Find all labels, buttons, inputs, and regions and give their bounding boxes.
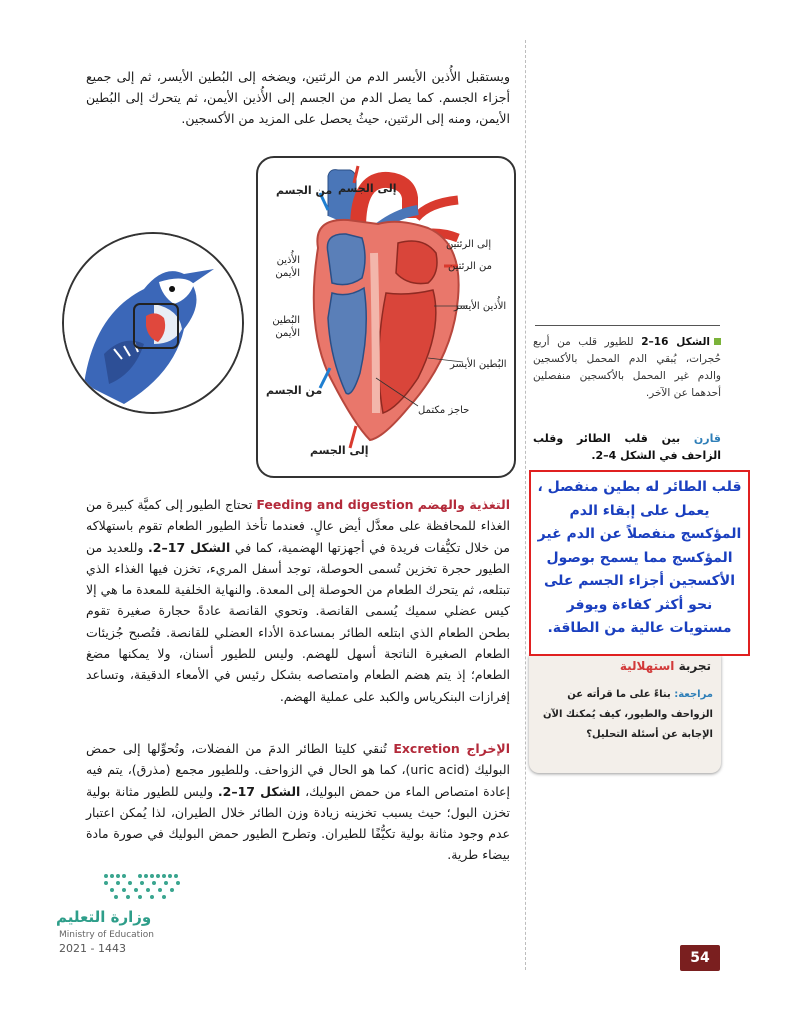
- label-septum: حاجز مكتمل: [418, 405, 470, 416]
- feeding-text-2: وللعديد من الطيور حجرة تخزين تُسمى الحوصلة، توجد أسفل المريء، تخزن فيها الغذاء الذي تبتلعه، ثم يتحرك الطعام من الحوصلة إلى المعدة. والنهاية الخلفية للمعدة ما هي إلا كيس عضلي سميك يُسمى القانصة. وتحوي القانصة عادةً حجارة صغيرة تقوم بطحن الطعام الذي ابتلعه الطائر بمساعدة الأداء العضلي للقانصة. فتُصبح جُزيئات الطعام الصغيرة الناتجة أسهل للهضم. وليس للطيور أسنان، ولا يمكنها مضغ الطعام؛ إذ يتم هضم الطعام وامتصاصه بشكل رئيس في الأمعاء الدقيقة، وتساعد إفرازات البنكرياس والكبد على عملية الهضم.: [86, 539, 510, 704]
- label-to-body-bottom: إلى الجسم: [310, 444, 369, 457]
- caption-text: للطيور قلب من أربع حُجرات، يُبقي الدم المحمل بالأكسجين والدم غير المحمل بالأكسجين منفصلين أحدهما عن الآخر.: [533, 336, 721, 399]
- annotation-note: قلب الطائر له بطين منفصل ، يعمل على إبقاء الدم المؤكسج منفصلاً عن الدم غير المؤكسج مما يسمح بوصول الأكسجين أجزاء الجسم على نحو أكثر كفاءة ويوفر مستويات عالية من الطاقة.: [529, 470, 750, 656]
- label-right-ventricle: البُطين الأيمن: [272, 315, 300, 339]
- ministry-year: 2021 - 1443: [59, 942, 126, 955]
- heart-figure: [256, 156, 516, 478]
- ministry-name-ar: وزارة التعليم: [56, 908, 152, 926]
- caption-rule: [535, 325, 720, 326]
- blue-jay-illustration: [62, 232, 244, 414]
- label-left-atrium: الأُذين الأيسر: [454, 301, 507, 312]
- bullet-square-icon: [714, 338, 721, 345]
- excretion-figure-ref: الشكل 17–2.: [217, 783, 301, 799]
- excretion-text-2: وليس للطيور مثانة بولية تخزن البول؛ حيث يسبب تخزينه زيادة وزن الطائر خلال الطيران، لذا يُمكن اعتبار عدم وجود مثانة بولية تكيُّفًا للطيران. وتطرح الطيور حمض البوليك في صورة مادة بيضاء طرية.: [86, 783, 510, 863]
- blue-jay-image: [64, 234, 242, 412]
- caption-figure-number: الشكل 16–2: [641, 336, 710, 348]
- intro-paragraph: ويستقبل الأُذين الأيسر الدم من الرئتين، ويضخه إلى البُطين الأيسر، ثم إلى جميع أجزاء الجسم. كما يصل الدم من الجسم إلى الأُذين الأيمن، ثم يتحرك إلى البُطين الأيمن، ومنه إلى الرئتين، حيثُ يحصل على المزيد من الأكسجين.: [86, 69, 510, 126]
- column-divider: [525, 40, 526, 970]
- experiment-text: [537, 685, 713, 745]
- feeding-heading-en: Feeding and digestion: [256, 497, 414, 512]
- review-keyword: مراجعة:: [674, 689, 713, 700]
- label-from-body-bottom: من الجسم: [266, 384, 323, 397]
- ministry-dots-icon: [56, 868, 186, 904]
- label-from-lungs: من الرئتين: [448, 261, 492, 272]
- compare-text: بين قلب الطائر وقلب الزاحف في الشكل 4–2.: [533, 432, 721, 462]
- excretion-text-1: تُنقي كليتا الطائر الدمَ من الفضلات، وتُحوِّلها إلى حمض البوليك (uric acid)، كما هو الحال في الزواحف. وللطيور مجمع (مذرق)، يتم فيه إعادة امتصاص الماء من حمض البوليك،: [86, 741, 510, 799]
- page-number: 54: [680, 945, 720, 971]
- review-text: بناءً على ما قرأته عن الزواحف والطيور، كيف يُمكنك الآن الإجابة عن أسئلة التحليل؟: [542, 689, 713, 740]
- excretion-heading-ar: الإخراج: [466, 741, 510, 756]
- compare-prompt: [533, 430, 721, 464]
- experiment-title-alt: استهلالية: [619, 659, 675, 673]
- feeding-figure-ref: الشكل 17–2.: [148, 539, 231, 555]
- label-to-lungs: إلى الرئتين: [446, 239, 492, 250]
- ministry-name-en: Ministry of Education: [59, 930, 154, 940]
- label-left-ventricle: البُطين الأيسر: [450, 359, 507, 370]
- experiment-box: [529, 655, 721, 773]
- ministry-logo: [56, 868, 186, 958]
- feeding-text-1: تحتاج الطيور إلى كميَّة كبيرة من الغذاء للمحافظة على معدَّل أيض عالٍ. فعندما تأخذ الطيور الطعام تقوم باستهلاكه من خلال تكيُّفات فريدة في أجهزتها الهضمية، كما في: [86, 497, 510, 555]
- compare-keyword: قارن: [693, 432, 721, 445]
- label-from-body-top: من الجسم: [276, 184, 333, 197]
- figure-caption: [533, 334, 721, 402]
- feeding-heading-ar: التغذية والهضم: [417, 497, 510, 512]
- experiment-title-main: تجربة: [678, 659, 711, 673]
- feeding-section: [86, 494, 510, 707]
- excretion-section: [86, 738, 510, 866]
- label-right-atrium: الأُذين الأيمن: [275, 255, 300, 279]
- excretion-heading-en: Excretion: [393, 741, 460, 756]
- experiment-title: [620, 659, 711, 673]
- label-to-body-top: إلى الجسم: [338, 182, 397, 195]
